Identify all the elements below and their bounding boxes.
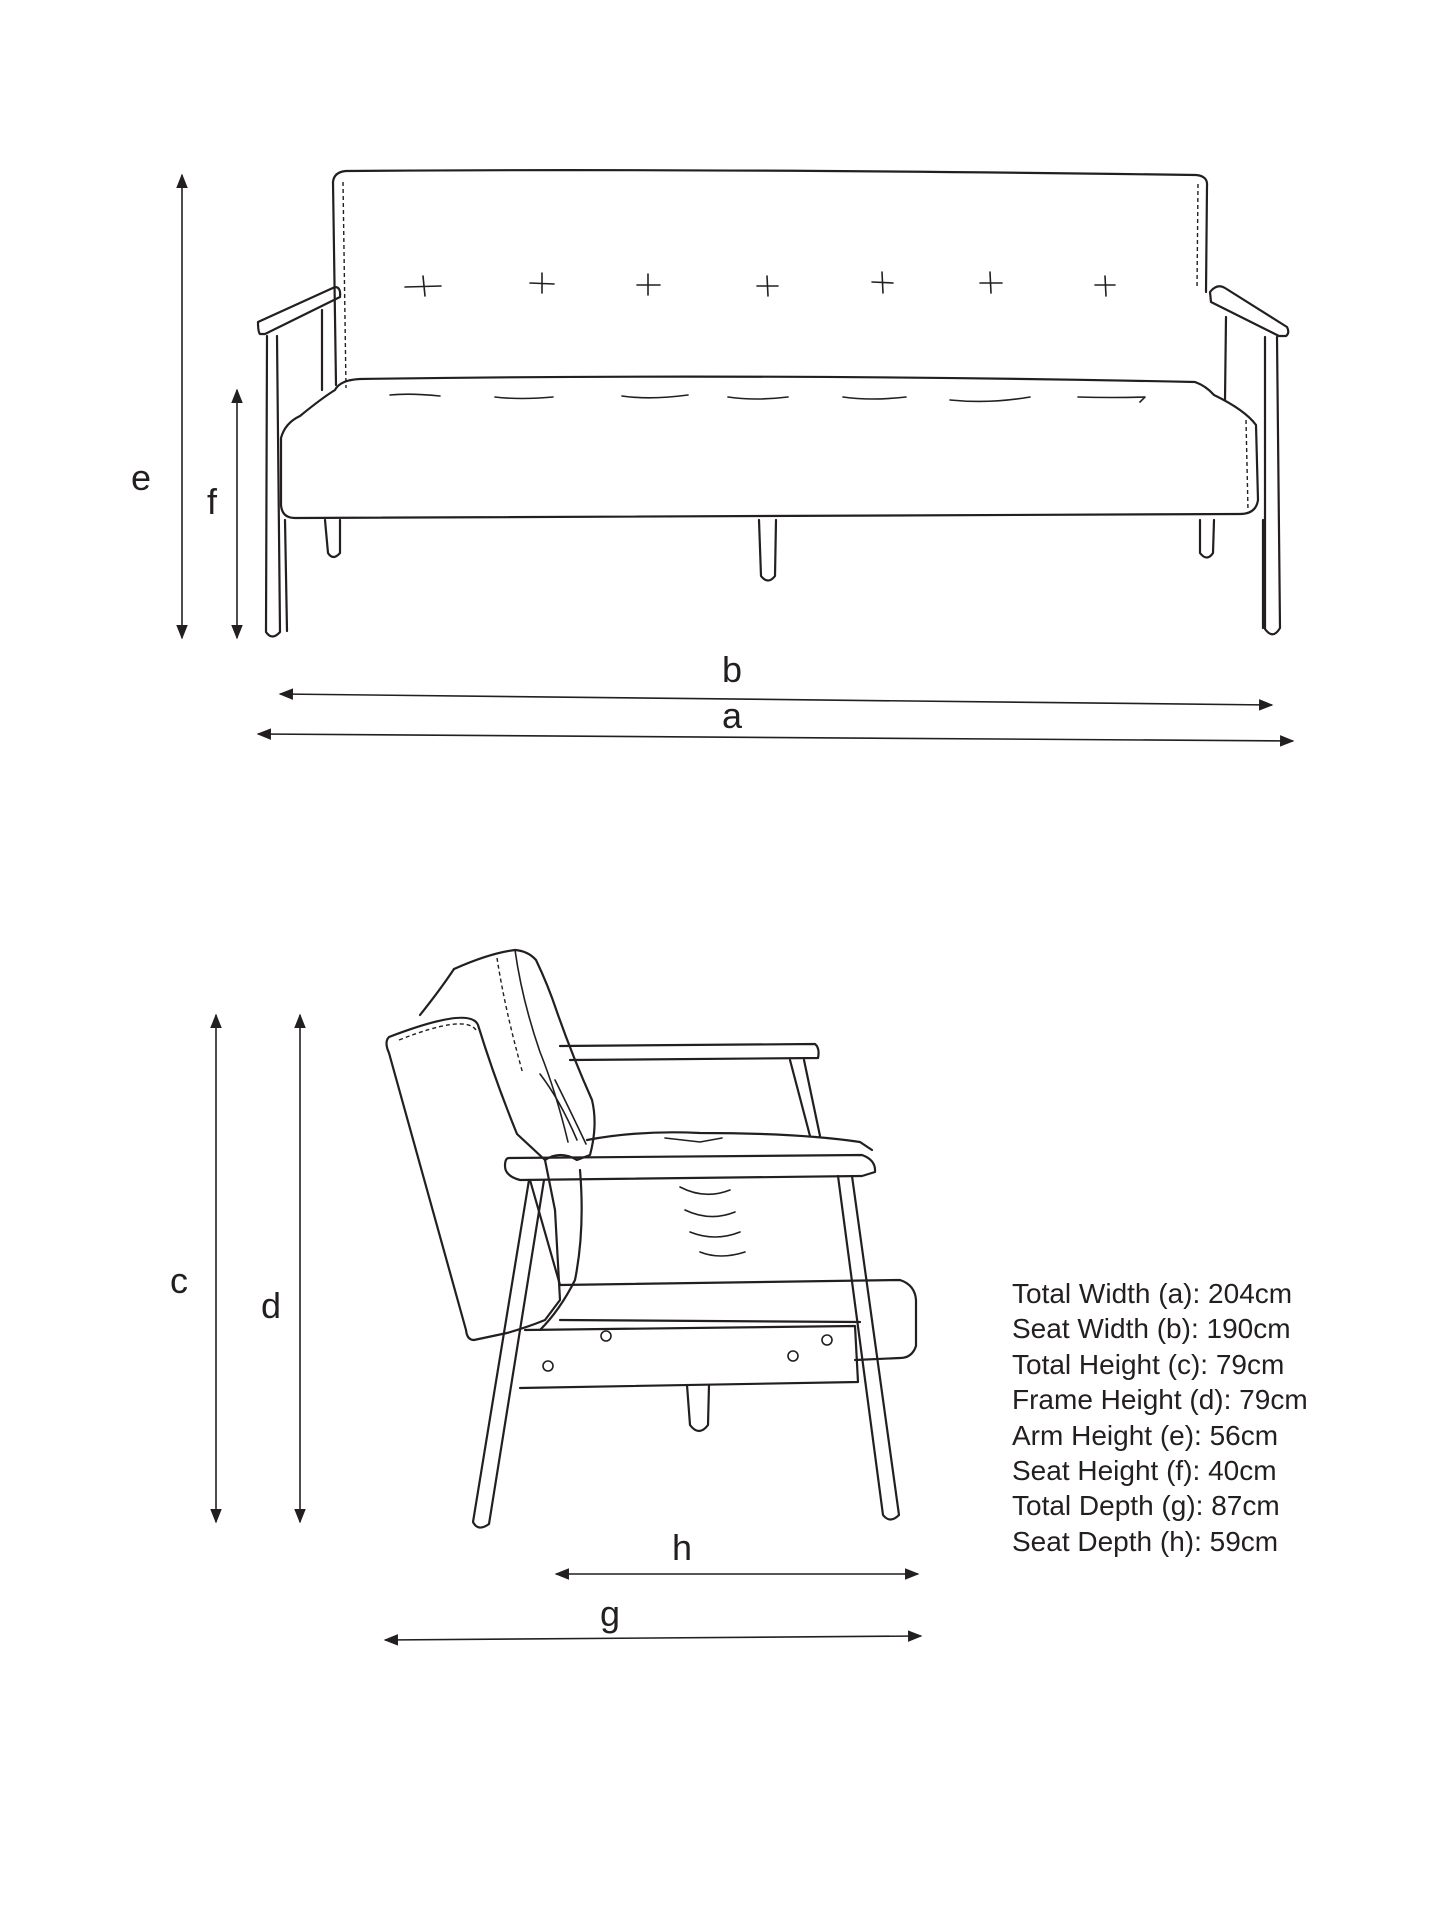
spec-seat-height: Seat Height (f): 40cm [1012, 1455, 1277, 1487]
dimension-specifications [1012, 1276, 1308, 1559]
label-f: f [207, 481, 218, 522]
spec-seat-depth: Seat Depth (h): 59cm [1012, 1525, 1279, 1557]
label-d: d [261, 1285, 282, 1326]
spec-total-height: Total Height (c): 79cm [1012, 1348, 1285, 1380]
label-b: b [722, 649, 743, 690]
label-e: e [131, 457, 152, 498]
spec-arm-height: Arm Height (e): 56cm [1012, 1419, 1279, 1451]
side-view-drawing [387, 950, 917, 1528]
label-h: h [672, 1527, 693, 1568]
spec-seat-width: Seat Width (b): 190cm [1012, 1313, 1291, 1345]
seat-tufting [390, 394, 1145, 402]
label-c: c [170, 1260, 188, 1301]
label-g: g [600, 1593, 621, 1634]
front-view-drawing [258, 170, 1288, 636]
spec-total-width: Total Width (a): 204cm [1012, 1278, 1293, 1309]
spec-frame-height: Frame Height (d): 79cm [1012, 1384, 1308, 1416]
seat-side-tufting [680, 1187, 745, 1256]
label-a: a [722, 695, 743, 736]
spec-total-depth: Total Depth (g): 87cm [1012, 1490, 1280, 1522]
back-tufting-crosses [405, 272, 1115, 296]
